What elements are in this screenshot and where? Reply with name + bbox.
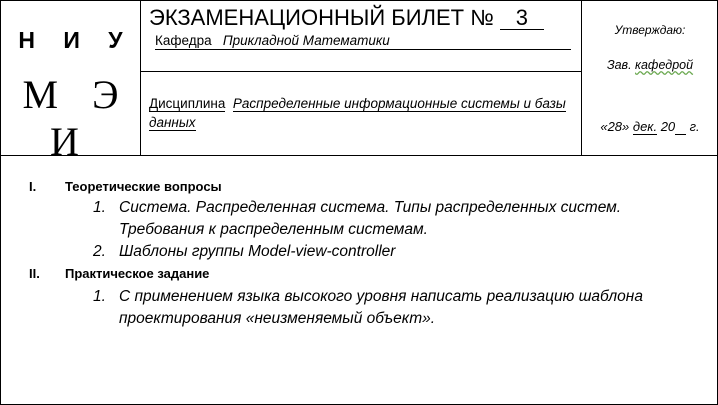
item-text-line: проектирования «неизменяемый объект». (119, 309, 436, 327)
divider (581, 1, 582, 155)
item-text-line: Требования к распределенным системам. (119, 220, 428, 238)
approve-label: Утверждаю: (614, 23, 686, 37)
logo-niu: Н И У (18, 27, 134, 53)
department-value: Прикладной Математики (222, 33, 390, 48)
approval-date (583, 119, 717, 134)
ticket-number: 3 (500, 7, 544, 30)
head-word: кафедрой (635, 58, 694, 72)
head-of-department (583, 58, 717, 72)
section-title: Теоретические вопросы (65, 179, 222, 194)
ticket-title-text: ЭКЗАМЕНАЦИОННЫЙ БИЛЕТ № (149, 5, 494, 30)
discipline-line (149, 94, 575, 132)
date-month: дек. (632, 119, 658, 134)
ticket-title (149, 5, 544, 31)
department-label: Кафедра (155, 33, 212, 48)
ticket-header (1, 1, 717, 164)
date-day: «28» (600, 119, 630, 134)
section-title: Практическое задание (65, 266, 210, 281)
item-number: 2. (93, 243, 106, 260)
department-line (155, 33, 571, 50)
divider (141, 71, 581, 72)
head-prefix: Зав. (606, 58, 632, 72)
logo-mei: М Э И (22, 72, 131, 164)
section-numeral: I. (29, 179, 37, 194)
item-text-line: Шаблоны группы Model-view-controller (119, 243, 396, 260)
date-year-suffix: г. (689, 119, 700, 134)
item-number: 1. (93, 199, 106, 216)
date-year-blank (675, 119, 686, 135)
discipline-value: Распределенные информационные системы и базы данных (149, 96, 566, 130)
list-item (93, 197, 709, 240)
item-text-line: Система. Распределенная система. Типы распределенных систем. (119, 199, 622, 216)
section-numeral: II. (29, 266, 40, 281)
item-number: 1. (93, 288, 106, 305)
divider (140, 1, 141, 155)
item-text-line: С применением языка высокого уровня написать реализацию шаблона (119, 288, 643, 305)
list-item (93, 241, 709, 263)
list-item (93, 286, 709, 329)
discipline-label: Дисциплина (149, 96, 226, 111)
date-year: 20 (660, 119, 676, 134)
